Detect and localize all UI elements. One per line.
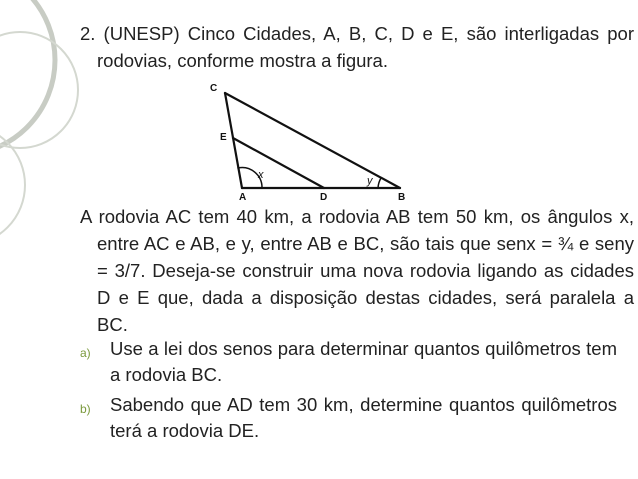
decorative-circles: [0, 0, 90, 479]
triangle-figure: [200, 78, 420, 203]
problem-statement: A rodovia AC tem 40 km, a rodovia AB tem 50 km, os ângulos x, entre AC e AB, e y, entre AB e BC, são tais que senx = ¾ e seny = 3/7. Deseja-se construir uma nova rodovia ligando as cidades D e E que, dada a disposição destas cidades, será paralela a BC.: [80, 206, 634, 335]
item-b-text: Sabendo que AD tem 30 km, determine quantos quilômetros terá a rodovia DE.: [110, 394, 617, 441]
label-angle-x: x: [258, 169, 264, 181]
item-a-marker: a): [80, 346, 91, 360]
label-angle-y: y: [367, 175, 373, 187]
label-E: E: [220, 132, 227, 143]
label-C: C: [210, 83, 218, 94]
segment-CB: [225, 93, 400, 188]
label-A: A: [239, 192, 247, 203]
item-a-text: Use a lei dos senos para determinar quantos quilômetros tem a rodovia BC.: [110, 338, 617, 385]
item-b: [80, 392, 617, 444]
label-D: D: [320, 192, 328, 203]
angle-y-arc: [378, 178, 381, 188]
question-intro: 2. (UNESP) Cinco Cidades, A, B, C, D e E, são interligadas por rodovias, conforme mostra a figura.: [80, 23, 634, 71]
item-b-marker: b): [80, 402, 91, 416]
segment-ED: [233, 138, 324, 188]
label-B: B: [398, 192, 406, 203]
item-a: [80, 336, 617, 388]
